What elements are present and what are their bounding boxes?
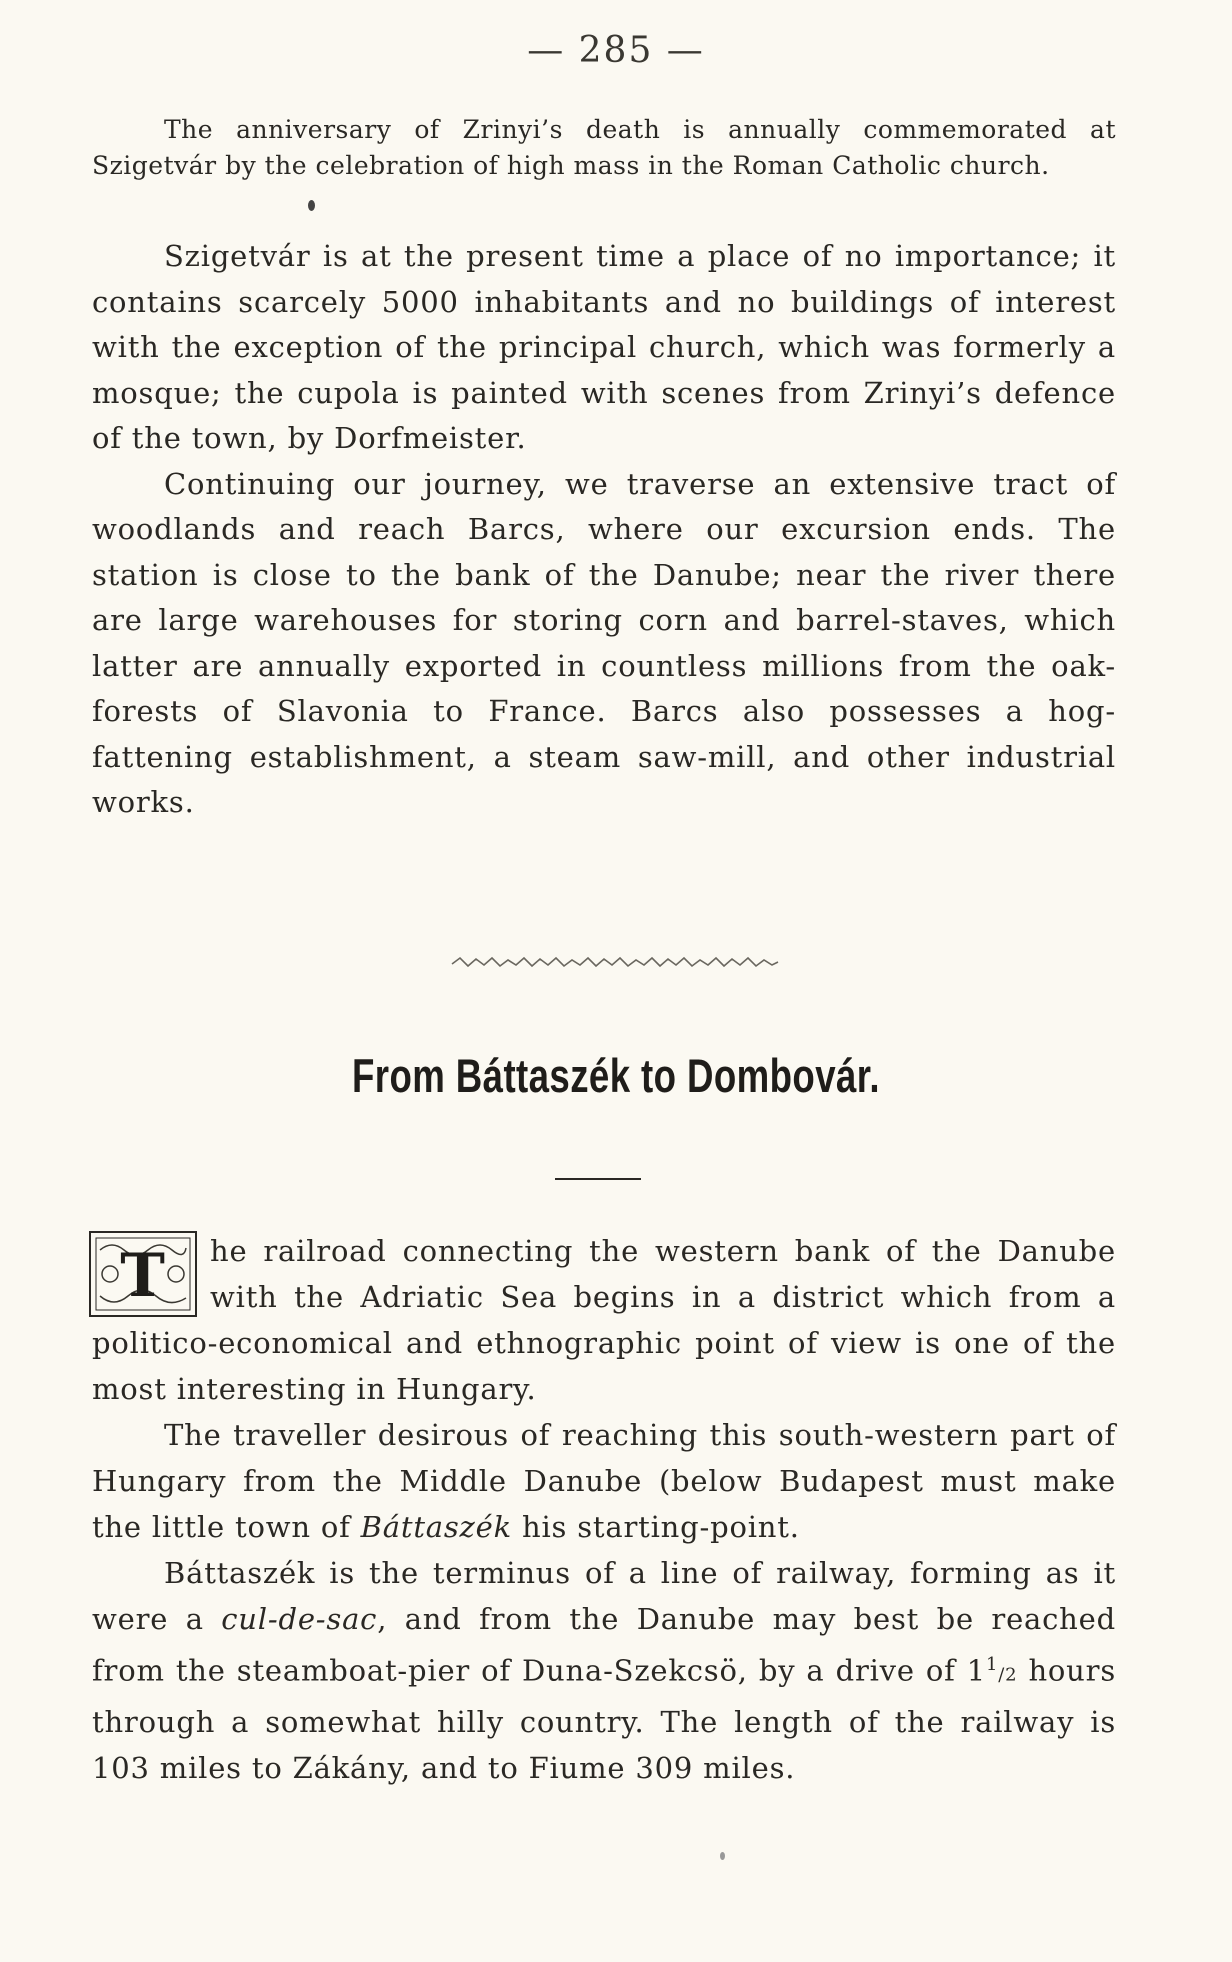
page-number: — 285 — <box>527 30 705 71</box>
traveller-text-a: The traveller desirous of reaching this south-western part of Hungary from the Middle Danube (below Budapest must make the little town of <box>92 1418 1116 1544</box>
paragraph-szigetvar: Szigetvár is at the present time a place of no importance; it contains scarcely 5000 inhabitants and no buildings of interest with the exception of the principal church, which was formerly a mosque; the cupola is painted with scenes from Zrinyi’s defence of the town, by Dorfmeister. <box>92 239 1116 455</box>
decorative-dropcap <box>88 1230 198 1318</box>
wavy-ornament <box>450 950 780 976</box>
commemoration-text: The anniversary of Zrinyi’s death is annually commemorated at Szigetvár by the celebration of high mass in the Roman Catholic church. <box>92 115 1116 180</box>
dropcap-frame-icon <box>88 1230 198 1318</box>
battaszek-italic-phrase: cul-de-sac <box>221 1602 378 1636</box>
paragraph-continuing: Continuing our journey, we traverse an extensive tract of woodlands and reach Barcs, where our excursion ends. The station is close to the bank of the Danube; near the river there are large warehouses for storing corn and barrel-staves, which latter are annually exported in countless millions from the oak-forests of Slavonia to France. Barcs also possesses a hog-fattening establishment, a steam saw-mill, and other industrial works. <box>92 466 1116 819</box>
text-block-barcs <box>92 234 1116 826</box>
paragraph-battaszek <box>92 1550 1116 1791</box>
dropcap-letter: T <box>120 1241 166 1311</box>
battaszek-text-b: , and from the Danube may best be reached from the steamboat-pier of Duna-Szekcsö, by a drive of 1 <box>92 1602 1116 1688</box>
text-block-battaszek <box>92 1228 1116 1791</box>
fraction-numerator: 1 <box>986 1654 999 1675</box>
battaszek-text-a: Báttaszék is the terminus of a line of railway, forming as it were a <box>92 1556 1116 1636</box>
railroad-text: he railroad connecting the western bank of the Danube with the Adriatic Sea begins in a district which from a politico-economical and ethnographic point of view is one of the most interesting in Hungary. <box>92 1234 1116 1406</box>
ink-speck <box>308 200 315 211</box>
ink-speck <box>720 1852 725 1860</box>
paragraph-traveller <box>92 1412 1116 1550</box>
section-heading: From Báttaszék to Dombovár. <box>352 1049 880 1102</box>
traveller-italic-town: Báttaszék <box>360 1510 512 1544</box>
heading-rule <box>555 1178 641 1180</box>
footnote-paragraph <box>92 112 1116 184</box>
fraction-denominator: /2 <box>998 1664 1018 1686</box>
battaszek-text-c: hours through a somewhat hilly country. The length of the railway is 103 miles to Zákány, and to Fiume 309 miles. <box>92 1653 1117 1785</box>
traveller-text-b: his starting-point. <box>511 1510 800 1544</box>
paragraph-railroad <box>92 1228 1116 1412</box>
